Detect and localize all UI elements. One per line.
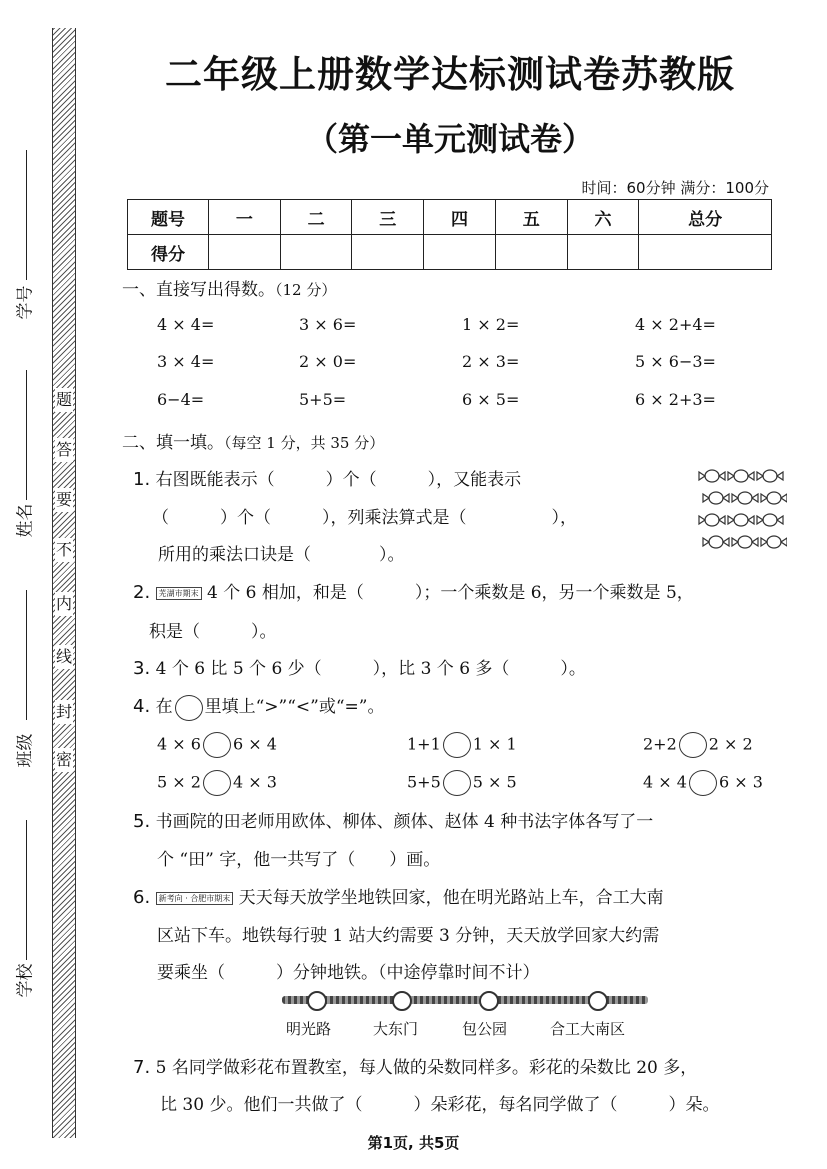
candy-icon (734, 514, 748, 526)
calc-item: 6−4= (157, 390, 205, 409)
score-cell[interactable] (639, 235, 772, 270)
score-cell[interactable] (209, 235, 281, 270)
candy-wrapper-icon (719, 516, 725, 524)
candy-icon (738, 492, 752, 504)
seal-char: 封 (55, 700, 73, 724)
candy-wrapper-icon (761, 494, 767, 502)
score-cell[interactable] (352, 235, 424, 270)
compare-right: 1 × 1 (472, 734, 517, 754)
station-name: 合工大南区 (550, 1020, 626, 1038)
candy-icon (767, 492, 781, 504)
score-cell[interactable] (424, 235, 496, 270)
compare-item (643, 732, 753, 758)
column-header: 六 (567, 200, 639, 235)
answer-circle (175, 695, 203, 721)
answer-circle[interactable] (679, 732, 707, 758)
question-1-line-3: 所用的乘法口诀是（ ）。 (158, 545, 405, 565)
candy-icon (709, 536, 723, 548)
name-label: 姓名 (15, 503, 36, 538)
question-number: 4. (133, 696, 151, 717)
calc-item: 4 × 4= (157, 315, 215, 334)
compare-right: 6 × 3 (718, 772, 763, 792)
question-text: 4 个 6 相加，和是（ ）；一个乘数是 6，另一个乘数是 5， (207, 583, 694, 603)
station-marker (392, 991, 412, 1011)
question-5-line-2: 个 “田” 字，他一共写了（ ）画。 (157, 850, 441, 870)
candy-icon (734, 470, 748, 482)
name-line[interactable] (26, 370, 27, 500)
calc-item: 5+5= (299, 390, 347, 409)
calc-item: 4 × 2+4= (635, 315, 716, 334)
station-name: 大东门 (373, 1020, 419, 1038)
binding-strip (52, 28, 76, 1138)
section-2-title: 二、填一填。 (122, 433, 224, 453)
column-header: 四 (424, 200, 496, 235)
calc-item: 6 × 5= (462, 390, 520, 409)
candy-wrapper-icon (728, 472, 734, 480)
column-header: 五 (495, 200, 567, 235)
question-text: 在 (155, 697, 173, 717)
question-text: 4 个 6 比 5 个 6 少（ ），比 3 个 6 多（ ）。 (155, 659, 586, 679)
answer-circle[interactable] (203, 732, 231, 758)
page-title: 二年级上册数学达标测试卷苏教版 (165, 53, 735, 96)
question-text: 右图既能表示（ ）个（ ），又能表示 (155, 470, 522, 490)
candy-wrapper-icon (699, 472, 705, 480)
calc-item: 2 × 3= (462, 352, 520, 371)
candy-wrapper-icon (703, 494, 709, 502)
question-number: 6. (133, 887, 151, 908)
calc-item: 1 × 2= (462, 315, 520, 334)
column-header: 二 (280, 200, 352, 235)
candy-wrapper-icon (777, 516, 783, 524)
class-label: 班级 (15, 733, 36, 768)
station-marker (479, 991, 499, 1011)
seal-char: 答 (55, 438, 73, 462)
compare-left: 5+5 (407, 772, 441, 792)
question-6-line-3: 要乘坐（ ）分钟地铁。（中途停靠时间不计） (157, 963, 540, 983)
candy-wrapper-icon (781, 494, 787, 502)
station-name: 明光路 (286, 1020, 332, 1038)
score-table-header-row (128, 200, 772, 235)
score-cell[interactable] (280, 235, 352, 270)
section-2-note: （每空 1 分，共 35 分） (224, 434, 385, 452)
column-header: 一 (209, 200, 281, 235)
candy-wrapper-icon (723, 494, 729, 502)
candies-illustration (697, 464, 787, 556)
candy-wrapper-icon (752, 494, 758, 502)
question-2-line-2: 积是（ ）。 (149, 622, 277, 642)
candy-wrapper-icon (761, 538, 767, 546)
section-1-heading (122, 275, 336, 300)
exam-meta: 时间：60分钟 满分：100分 (581, 179, 769, 197)
score-cell[interactable] (567, 235, 639, 270)
source-tag: 新考向 · 合肥市期末 (156, 892, 234, 905)
candy-wrapper-icon (719, 472, 725, 480)
question-text: 天天每天放学坐地铁回家，他在明光路站上车，合工大南 (238, 888, 664, 908)
compare-item (407, 770, 517, 796)
compare-right: 2 × 2 (708, 734, 753, 754)
compare-left: 1+1 (407, 734, 441, 754)
question-text: 书画院的田老师用欧体、柳体、颜体、赵体 4 种书法字体各写了一 (155, 812, 654, 832)
candy-wrapper-icon (723, 538, 729, 546)
score-cell[interactable] (495, 235, 567, 270)
candy-icon (763, 514, 777, 526)
question-2 (133, 578, 694, 603)
score-table-score-row (128, 235, 772, 270)
candy-wrapper-icon (757, 472, 763, 480)
calc-item: 3 × 4= (157, 352, 215, 371)
class-line[interactable] (26, 590, 27, 720)
student-id-label: 学号 (15, 285, 36, 320)
candy-wrapper-icon (757, 516, 763, 524)
compare-item (407, 732, 517, 758)
question-text: 5 名同学做彩花布置教室，每人做的朵数同样多。彩花的朵数比 20 多， (155, 1058, 698, 1078)
candy-wrapper-icon (732, 538, 738, 546)
answer-circle[interactable] (203, 770, 231, 796)
question-1-line-2: （ ）个（ ），列乘法算式是（ ）， (152, 508, 577, 528)
candy-wrapper-icon (703, 538, 709, 546)
compare-left: 2+2 (643, 734, 677, 754)
school-label: 学校 (15, 963, 36, 998)
candy-wrapper-icon (752, 538, 758, 546)
compare-item (157, 770, 277, 796)
question-number: 7. (133, 1057, 151, 1078)
seal-char: 密 (55, 748, 73, 772)
answer-circle[interactable] (689, 770, 717, 796)
seal-char: 内 (55, 592, 73, 616)
question-5 (133, 807, 653, 832)
compare-right: 5 × 5 (472, 772, 517, 792)
compare-right: 6 × 4 (232, 734, 277, 754)
answer-circle[interactable] (443, 770, 471, 796)
compare-left: 4 × 6 (157, 734, 201, 754)
calc-item: 5 × 6−3= (635, 352, 716, 371)
question-6 (133, 883, 664, 908)
candy-icon (709, 492, 723, 504)
candy-wrapper-icon (748, 516, 754, 524)
question-number: 3. (133, 658, 151, 679)
seal-char: 要 (55, 488, 73, 512)
candy-wrapper-icon (748, 472, 754, 480)
compare-right: 4 × 3 (232, 772, 277, 792)
student-id-line[interactable] (26, 150, 27, 280)
candy-wrapper-icon (777, 472, 783, 480)
candy-wrapper-icon (699, 516, 705, 524)
row-label: 得分 (128, 235, 209, 270)
section-2-heading (122, 428, 384, 453)
question-number: 2. (133, 582, 151, 603)
candy-wrapper-icon (728, 516, 734, 524)
page-footer: 第1页, 共5页 (367, 1134, 460, 1152)
candy-icon (705, 514, 719, 526)
header-label: 题号 (128, 200, 209, 235)
question-number: 5. (133, 811, 151, 832)
candy-icon (705, 470, 719, 482)
compare-left: 4 × 4 (643, 772, 687, 792)
section-1-title: 一、直接写出得数。 (122, 280, 275, 300)
page-subtitle: （第一单元测试卷） (305, 120, 594, 158)
question-3 (133, 654, 586, 679)
question-number: 1. (133, 469, 151, 490)
school-line[interactable] (26, 820, 27, 960)
seal-char: 线 (55, 645, 73, 669)
score-table (127, 199, 772, 270)
candy-wrapper-icon (781, 538, 787, 546)
calc-item: 3 × 6= (299, 315, 357, 334)
question-6-line-2: 区站下车。地铁每行驶 1 站大约需要 3 分钟，天天放学回家大约需 (157, 926, 660, 946)
calc-item: 6 × 2+3= (635, 390, 716, 409)
seal-char: 不 (55, 538, 73, 562)
station-marker (307, 991, 327, 1011)
candy-icon (763, 470, 777, 482)
question-1 (133, 465, 521, 490)
column-header: 三 (352, 200, 424, 235)
section-1-note: （12 分） (275, 281, 337, 299)
question-7 (133, 1053, 697, 1078)
compare-left: 5 × 2 (157, 772, 201, 792)
question-text: 里填上“>”“<”或“=”。 (204, 697, 385, 717)
column-header: 总分 (639, 200, 772, 235)
candy-wrapper-icon (732, 494, 738, 502)
candy-icon (767, 536, 781, 548)
compare-item (643, 770, 763, 796)
question-4 (133, 692, 384, 721)
calc-item: 2 × 0= (299, 352, 357, 371)
question-7-line-2: 比 30 少。他们一共做了（ ）朵彩花，每名同学做了（ ）朵。 (160, 1095, 720, 1115)
compare-item (157, 732, 277, 758)
source-tag: 芜湖市期末 (156, 587, 202, 600)
station-marker (588, 991, 608, 1011)
seal-char: 题 (55, 388, 73, 412)
answer-circle[interactable] (443, 732, 471, 758)
station-name: 包公园 (462, 1020, 508, 1038)
candy-icon (738, 536, 752, 548)
